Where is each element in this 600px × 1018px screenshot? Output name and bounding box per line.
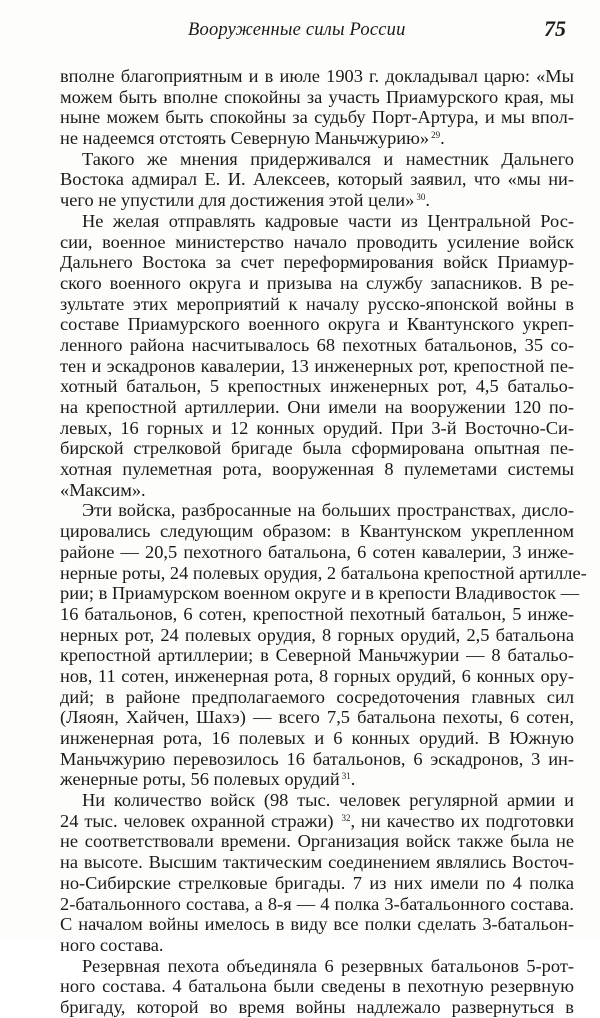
footnote-marker: 30 (416, 192, 426, 203)
text-line: тен и эскадронов кавалерии, 13 инженерных рот, крепостной пе- (60, 355, 574, 376)
text-line: 24 тыс. человек охранной стражи) $^{32}$, ни качество их подготовки (60, 810, 574, 831)
running-title: Вооруженные силы России (188, 20, 406, 40)
text-line: крепостной артиллерии; в Северной Маньчжурии — 8 батальо- (60, 645, 574, 666)
text-line: чего не упустили для достижения этой цели» $^{30}$. (60, 190, 430, 211)
text-line: Эти войска, разбросанные на больших пространствах, дисло- (82, 500, 574, 521)
text-line: вполне благоприятным и в июле 1903 г. докладывал царю: «Мы (60, 66, 574, 86)
text-line: можем быть вполне спокойны за участь Приамурского края, мы (60, 86, 574, 107)
text-line: инженерная рота, 16 полевых и 6 конных орудий. В Южную (60, 728, 574, 748)
page-header (60, 16, 570, 50)
paragraph-2 (60, 149, 574, 211)
text-line: хотный батальон, 5 крепостных инженерных рот, 4,5 батальо- (60, 376, 574, 397)
text-line: нерные роты, 24 полевых орудия, 2 батальона крепостной артилле- (60, 562, 587, 583)
text-line: дий; в районе предполагаемого сосредоточения главных сил (60, 686, 574, 707)
text-line: ного состава. 4 батальона были сведены в пехотную резервную (60, 976, 574, 997)
text-line: хотная пулеметная рота, вооруженная 8 пулеметами системы (60, 459, 574, 480)
footnote-marker: 31 (341, 771, 351, 782)
text-line: ленного района насчитывалось 68 пехотных батальонов, 35 со- (60, 334, 574, 355)
text-line: Не желая отправлять кадровые части из Центральной Рос- (82, 210, 574, 231)
page-body (60, 66, 587, 1018)
text-line: цировались следующим образом: в Квантунском укрепленном (60, 521, 574, 542)
paragraph-6 (60, 956, 574, 1018)
text-line: не надеемся отстоять Северную Маньчжурию» $^{29}$. (60, 128, 445, 149)
text-line: бригаду, которой во время войны надлежало развернуться в (60, 996, 574, 1017)
text-line: ного состава. (60, 934, 164, 955)
text-line: Ни количество войск (98 тыс. человек регулярной армии и (82, 790, 574, 811)
footnote-marker: 32 (341, 812, 351, 823)
text-line: не соответствовали времени. Организация войск также была не (60, 831, 574, 852)
text-line: рии; в Приамурском военном округе и в крепости Владивосток — (60, 583, 580, 604)
text-line: Такого же мнения придерживался и наместник Дальнего (82, 148, 574, 169)
text-line: левых, 16 горных и 12 конных орудий. При 3-й Восточно-Си- (60, 417, 574, 438)
text-line: бирской стрелковой бригаде была сформирована опытная пе- (60, 438, 574, 459)
text-line: 16 батальонов, 6 сотен, крепостной пехотный батальон, 5 инже- (60, 603, 574, 624)
text-line: 2-батальонного состава, а 8-я — 4 полка 3-батальонного состава. (60, 893, 574, 914)
text-line: но-Сибирские стрелковые бригады. 7 из них имели по 4 полка (60, 872, 574, 893)
paragraph-4 (60, 500, 587, 790)
text-line: Востока адмирал Е. И. Алексеев, который заявил, что «мы ни- (60, 169, 574, 190)
text-line: С началом войны имелось в виду все полки сделать 3-батальон- (60, 914, 574, 935)
text-line: Резервная пехота объединяла 6 резервных батальонов 5-рот- (82, 955, 574, 976)
text-line: женерные роты, 56 полевых орудий $^{31}$. (60, 769, 356, 790)
paragraph-5 (60, 790, 574, 956)
text-line: на крепостной артиллерии. Они имели на вооружении 120 по- (60, 397, 574, 417)
text-line: нерных рот, 24 полевых орудия, 8 горных орудий, 2,5 батальона (60, 624, 574, 645)
text-line: ского военного округа и призыва на службу запасников. В ре- (60, 272, 574, 293)
paragraph-3 (60, 211, 574, 501)
text-line: Дальнего Востока за счет переформирования войск Приамур- (60, 252, 574, 273)
paragraph-1 (60, 66, 574, 149)
text-line: районе — 20,5 пехотного батальона, 6 сотен кавалерии, 3 инже- (60, 541, 574, 562)
footnote-marker: 29 (431, 130, 441, 141)
text-line: сии, военное министерство начало проводить усиление войск (60, 231, 574, 252)
text-line: (Ляоян, Хайчен, Шахэ) — всего 7,5 батальона пехоты, 6 сотен, (60, 707, 574, 728)
text-line: на высоте. Высшим тактическим соединением являлись Восточ- (60, 852, 574, 873)
text-line: «Максим». (60, 479, 146, 500)
page-number: 75 (544, 16, 566, 41)
text-line: составе Приамурского военного округа и Квантунского укреп- (60, 314, 574, 335)
text-line: зультате этих мероприятий к началу русско-японской войны в (60, 293, 574, 314)
text-line: нов, 11 сотен, инженерная рота, 8 горных орудий, 6 конных ору- (60, 665, 574, 686)
text-line: Маньчжурию перевозилось 16 батальонов, 6 эскадронов, 3 ин- (60, 748, 574, 769)
text-line: ныне можем быть спокойны за судьбу Порт-Артура, и мы впол- (60, 107, 574, 128)
